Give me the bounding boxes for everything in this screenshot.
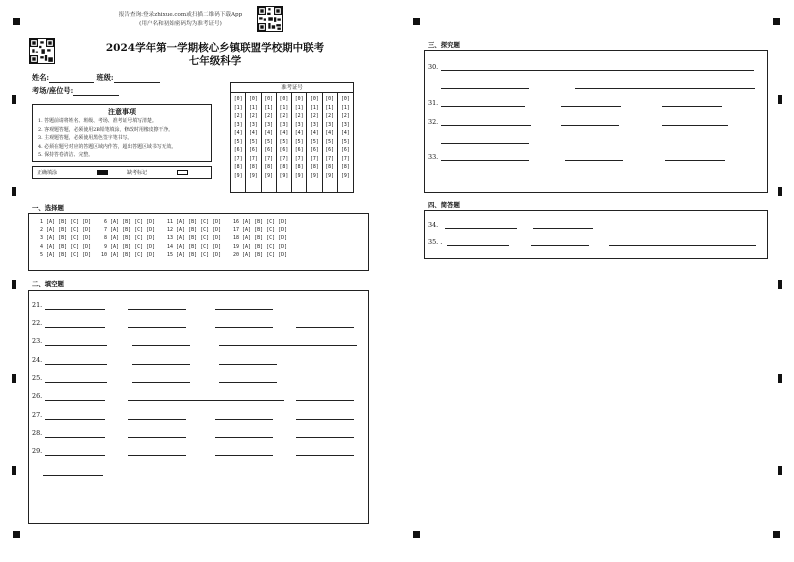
scan-note-line2: (用户名和初始密码均为准考证号) xyxy=(139,21,222,27)
answer-blank[interactable] xyxy=(662,125,728,126)
exam-number-digit-column[interactable] xyxy=(262,93,277,192)
timing-mark xyxy=(12,280,16,289)
digit-bubble[interactable]: [1] xyxy=(325,104,335,111)
answer-blank[interactable] xyxy=(45,309,105,310)
choice-row[interactable]: 20 [A] [B] [C] [D] xyxy=(233,251,288,258)
answer-blank[interactable] xyxy=(561,106,621,107)
digit-bubble[interactable]: [0] xyxy=(325,96,335,102)
answer-blank[interactable] xyxy=(128,400,284,401)
fill-legend xyxy=(32,166,212,179)
answer-blank[interactable] xyxy=(132,382,190,383)
digit-bubble[interactable]: [9] xyxy=(264,172,274,179)
answer-blank[interactable] xyxy=(132,345,190,346)
missing-mark-box[interactable] xyxy=(177,170,188,175)
answer-blank[interactable] xyxy=(215,419,273,420)
answer-blank[interactable] xyxy=(561,125,619,126)
digit-bubble[interactable]: [6] xyxy=(309,147,319,153)
digit-bubble[interactable]: [7] xyxy=(264,155,274,162)
timing-mark xyxy=(778,187,782,196)
choice-column[interactable] xyxy=(167,218,221,259)
digit-bubble[interactable]: [0] xyxy=(264,96,274,102)
notice-title: 注意事项 xyxy=(108,107,136,116)
digit-bubble[interactable]: [3] xyxy=(264,121,274,128)
choice-column[interactable] xyxy=(37,218,91,259)
fill-answer-box xyxy=(28,290,369,524)
answer-blank[interactable] xyxy=(575,88,755,89)
exam-number-grid xyxy=(230,82,354,193)
answer-blank[interactable] xyxy=(296,455,354,456)
digit-bubble[interactable]: [4] xyxy=(325,130,335,136)
question-number: 23. xyxy=(32,337,43,345)
answer-blank[interactable] xyxy=(447,245,509,246)
timing-mark xyxy=(12,187,16,196)
choice-column[interactable] xyxy=(101,218,155,259)
digit-bubble[interactable]: [4] xyxy=(279,130,289,136)
digit-bubble[interactable]: [5] xyxy=(264,138,274,145)
answer-blank[interactable] xyxy=(441,160,529,161)
digit-bubble[interactable]: [6] xyxy=(233,147,243,153)
answer-blank[interactable] xyxy=(296,327,354,328)
digit-bubble[interactable]: [8] xyxy=(264,164,274,170)
digit-bubble[interactable]: [1] xyxy=(233,104,243,111)
digit-bubble[interactable]: [2] xyxy=(309,113,319,119)
digit-bubble[interactable]: [9] xyxy=(309,172,319,179)
digit-bubble[interactable]: [7] xyxy=(279,155,289,162)
answer-blank[interactable] xyxy=(128,455,186,456)
question-number: 26. xyxy=(32,392,43,400)
question-number: 27. xyxy=(32,411,43,419)
timing-mark xyxy=(778,95,782,104)
digit-bubble[interactable]: [4] xyxy=(294,130,304,136)
digit-bubble[interactable]: [6] xyxy=(294,147,304,153)
answer-blank[interactable] xyxy=(215,327,273,328)
choice-row[interactable]: 18 [A] [B] [C] [D] xyxy=(233,235,288,242)
digit-bubble[interactable]: [3] xyxy=(325,121,335,128)
name-label: 姓名: xyxy=(32,73,50,82)
digit-bubble[interactable]: [5] xyxy=(325,138,335,145)
digit-bubble[interactable]: [6] xyxy=(325,147,335,153)
digit-bubble[interactable]: [8] xyxy=(233,164,243,170)
digit-bubble[interactable]: [8] xyxy=(248,164,258,170)
exam-number-digit-column[interactable] xyxy=(231,93,246,192)
digit-bubble[interactable]: [0] xyxy=(233,96,243,102)
answer-blank[interactable] xyxy=(296,400,354,401)
answer-blank[interactable] xyxy=(441,88,529,89)
answer-blank[interactable] xyxy=(565,160,623,161)
digit-bubble[interactable]: [2] xyxy=(294,113,304,119)
exam-number-columns xyxy=(231,93,353,192)
answer-blank[interactable] xyxy=(531,245,589,246)
timing-mark xyxy=(778,280,782,289)
inquiry-answer-box xyxy=(424,50,768,193)
digit-bubble[interactable]: [2] xyxy=(248,113,258,119)
choice-row[interactable]: 2 [A] [B] [C] [D] xyxy=(37,227,92,234)
exam-title: 2024学年第一学期核心乡镇联盟学校期中联考 xyxy=(105,42,325,54)
digit-bubble[interactable]: [2] xyxy=(325,113,335,119)
exam-number-title: 准考证号 xyxy=(231,83,353,93)
class-blank[interactable] xyxy=(114,82,160,83)
answer-blank[interactable] xyxy=(45,437,105,438)
name-field[interactable] xyxy=(32,73,160,83)
timing-mark xyxy=(778,466,782,475)
timing-mark xyxy=(12,374,16,383)
answer-blank[interactable] xyxy=(296,437,354,438)
choice-row[interactable]: 11 [A] [B] [C] [D] xyxy=(167,219,222,225)
exam-number-digit-column[interactable] xyxy=(246,93,261,192)
answer-blank[interactable] xyxy=(132,364,190,365)
exam-number-digit-column[interactable] xyxy=(292,93,307,192)
digit-bubble[interactable]: [4] xyxy=(309,130,319,136)
answer-blank[interactable] xyxy=(441,106,525,107)
answer-blank[interactable] xyxy=(45,327,105,328)
digit-bubble[interactable]: [7] xyxy=(248,155,258,162)
exam-number-digit-column[interactable] xyxy=(338,93,353,192)
choice-column[interactable] xyxy=(233,218,287,259)
digit-bubble[interactable]: [8] xyxy=(309,164,319,170)
digit-bubble[interactable]: [3] xyxy=(294,121,304,128)
question-number: 25. xyxy=(32,374,43,382)
answer-blank[interactable] xyxy=(45,419,105,420)
choice-row[interactable]: 7 [A] [B] [C] [D] xyxy=(101,227,156,234)
digit-bubble[interactable]: [9] xyxy=(233,172,243,179)
answer-blank[interactable] xyxy=(128,419,186,420)
digit-bubble[interactable]: [1] xyxy=(294,104,304,111)
question-number: 31. xyxy=(428,99,439,107)
seat-label: 考场/座位号: xyxy=(32,86,74,95)
exam-number-digit-column[interactable] xyxy=(323,93,338,192)
digit-bubble[interactable]: [2] xyxy=(340,113,350,119)
section-title-choice: 一、选择题 xyxy=(32,204,64,212)
question-number: 30. xyxy=(428,63,439,71)
digit-bubble[interactable]: [6] xyxy=(248,147,258,153)
choice-row[interactable]: 13 [A] [B] [C] [D] xyxy=(167,235,222,242)
choice-row[interactable]: 14 [A] [B] [C] [D] xyxy=(167,243,222,250)
digit-bubble[interactable]: [6] xyxy=(264,147,274,153)
digit-bubble[interactable]: [9] xyxy=(248,172,258,179)
digit-bubble[interactable]: [0] xyxy=(248,96,258,102)
answer-blank[interactable] xyxy=(128,437,186,438)
digit-bubble[interactable]: [1] xyxy=(264,104,274,111)
digit-bubble[interactable]: [4] xyxy=(248,130,258,136)
notice-list xyxy=(33,117,211,160)
registration-mark xyxy=(413,18,420,25)
scan-note-line1: 报告查询:登录zhixue.com或扫描二维码下载App xyxy=(118,12,243,18)
exam-number-digit-column[interactable] xyxy=(307,93,322,192)
timing-mark xyxy=(12,466,16,475)
digit-bubble[interactable]: [9] xyxy=(294,172,304,179)
answer-blank[interactable] xyxy=(441,143,529,144)
digit-bubble[interactable]: [0] xyxy=(340,96,350,102)
digit-bubble[interactable]: [7] xyxy=(294,155,304,162)
timing-mark xyxy=(778,374,782,383)
digit-bubble[interactable]: [8] xyxy=(279,164,289,170)
answer-blank[interactable] xyxy=(219,364,277,365)
section-title-answer: 四、简答题 xyxy=(428,201,460,209)
digit-bubble[interactable]: [3] xyxy=(248,121,258,128)
question-number: 24. xyxy=(32,356,43,364)
digit-bubble[interactable]: [5] xyxy=(248,138,258,145)
digit-bubble[interactable]: [2] xyxy=(233,113,243,119)
choice-row[interactable]: 1 [A] [B] [C] [D] xyxy=(37,219,92,225)
choice-row[interactable]: 6 [A] [B] [C] [D] xyxy=(101,219,156,225)
digit-bubble[interactable]: [6] xyxy=(340,147,350,153)
scan-instructions xyxy=(118,11,243,29)
exam-subject: 七年级科学 xyxy=(188,55,242,67)
digit-bubble[interactable]: [1] xyxy=(248,104,258,111)
answer-blank[interactable] xyxy=(43,475,103,476)
answer-blank[interactable] xyxy=(533,228,593,229)
choice-row[interactable]: 10 [A] [B] [C] [D] xyxy=(101,251,156,258)
digit-bubble[interactable]: [0] xyxy=(309,96,319,102)
digit-bubble[interactable]: [1] xyxy=(340,104,350,111)
digit-bubble[interactable]: [8] xyxy=(340,164,350,170)
answer-blank[interactable] xyxy=(45,400,105,401)
choice-row[interactable]: 5 [A] [B] [C] [D] xyxy=(37,251,92,258)
notice-item: 3. 主观题答题，必须使用黑色签字笔书写。 xyxy=(38,135,133,142)
section-title-inquiry: 三、探究题 xyxy=(428,41,460,49)
choice-row[interactable]: 12 [A] [B] [C] [D] xyxy=(167,227,222,234)
qr-code-icon xyxy=(29,38,55,64)
name-blank[interactable] xyxy=(49,82,94,83)
digit-bubble[interactable]: [3] xyxy=(279,121,289,128)
digit-bubble[interactable]: [5] xyxy=(294,138,304,145)
answer-blank[interactable] xyxy=(128,327,186,328)
answer-blank[interactable] xyxy=(219,345,357,346)
digit-bubble[interactable]: [7] xyxy=(309,155,319,162)
section-title-fill: 二、填空题 xyxy=(32,280,64,288)
question-number: 22. xyxy=(32,319,43,327)
seat-field[interactable] xyxy=(32,86,119,96)
digit-bubble[interactable]: [8] xyxy=(294,164,304,170)
question-number: 34. xyxy=(428,221,439,229)
digit-bubble[interactable]: [6] xyxy=(279,147,289,153)
digit-bubble[interactable]: [2] xyxy=(264,113,274,119)
answer-blank[interactable] xyxy=(665,160,725,161)
answer-blank[interactable] xyxy=(45,345,107,346)
choice-row[interactable]: 4 [A] [B] [C] [D] xyxy=(37,243,92,250)
exam-number-digit-column[interactable] xyxy=(277,93,292,192)
choice-row[interactable]: 17 [A] [B] [C] [D] xyxy=(233,227,288,234)
choice-row[interactable]: 19 [A] [B] [C] [D] xyxy=(233,243,288,250)
digit-bubble[interactable]: [0] xyxy=(279,96,289,102)
answer-blank[interactable] xyxy=(215,309,273,310)
digit-bubble[interactable]: [7] xyxy=(233,155,243,162)
digit-bubble[interactable]: [5] xyxy=(233,138,243,145)
answer-blank[interactable] xyxy=(662,106,722,107)
choice-row[interactable]: 15 [A] [B] [C] [D] xyxy=(167,251,222,258)
digit-bubble[interactable]: [5] xyxy=(279,138,289,145)
choice-row[interactable]: 9 [A] [B] [C] [D] xyxy=(101,243,156,250)
notice-item: 1. 答题前请将姓名、班级、考场、准考证号填写清楚。 xyxy=(38,118,157,124)
digit-bubble[interactable]: [0] xyxy=(294,96,304,102)
digit-bubble[interactable]: [5] xyxy=(340,138,350,145)
digit-bubble[interactable]: [1] xyxy=(309,104,319,111)
digit-bubble[interactable]: [7] xyxy=(325,155,335,162)
digit-bubble[interactable]: [1] xyxy=(279,104,289,111)
answer-blank[interactable] xyxy=(45,455,105,456)
question-number: 28. xyxy=(32,429,43,437)
answer-blank[interactable] xyxy=(215,437,273,438)
registration-mark xyxy=(413,531,420,538)
registration-mark xyxy=(773,18,780,25)
correct-fill-label: 正确填涂 xyxy=(37,170,58,176)
seat-blank[interactable] xyxy=(73,95,119,96)
answer-blank[interactable] xyxy=(609,245,756,246)
choice-answer-box xyxy=(28,213,369,271)
timing-mark xyxy=(12,95,16,104)
answer-blank[interactable] xyxy=(445,228,517,229)
filled-bubble-example xyxy=(97,170,108,175)
notice-item: 2. 客观题答题，必须使用2B铅笔填涂，修改时用橡皮擦干净。 xyxy=(38,126,174,133)
registration-mark xyxy=(773,531,780,538)
class-label: 班级: xyxy=(96,73,114,82)
digit-bubble[interactable]: [2] xyxy=(279,113,289,119)
question-number: 21. xyxy=(32,301,43,309)
missing-mark-label: 缺考标记 xyxy=(127,170,148,176)
question-number: 29. xyxy=(32,447,43,455)
answer-blank[interactable] xyxy=(219,382,277,383)
digit-bubble[interactable]: [5] xyxy=(309,138,319,145)
choice-row[interactable]: 8 [A] [B] [C] [D] xyxy=(101,235,156,242)
registration-mark xyxy=(13,18,20,25)
notice-item: 5. 保持答卷清洁、完整。 xyxy=(38,152,94,159)
digit-bubble[interactable]: [3] xyxy=(340,121,350,128)
digit-bubble[interactable]: [9] xyxy=(325,172,335,179)
answer-blank[interactable] xyxy=(45,364,107,365)
digit-bubble[interactable]: [4] xyxy=(233,130,243,136)
choice-row[interactable]: 16 [A] [B] [C] [D] xyxy=(233,219,288,225)
question-number: 35. . xyxy=(428,238,443,246)
qr-code-icon xyxy=(257,6,283,32)
notice-box xyxy=(32,104,212,162)
digit-bubble[interactable]: [9] xyxy=(340,172,350,179)
question-number: 32. xyxy=(428,118,439,126)
answer-blank[interactable] xyxy=(45,382,107,383)
digit-bubble[interactable]: [3] xyxy=(233,121,243,128)
digit-bubble[interactable]: [3] xyxy=(309,121,319,128)
digit-bubble[interactable]: [9] xyxy=(279,172,289,179)
answer-blank[interactable] xyxy=(128,309,186,310)
answer-blank[interactable] xyxy=(215,455,273,456)
answer-blank[interactable] xyxy=(441,125,531,126)
registration-mark xyxy=(13,531,20,538)
digit-bubble[interactable]: [7] xyxy=(340,155,350,162)
digit-bubble[interactable]: [8] xyxy=(325,164,335,170)
digit-bubble[interactable]: [4] xyxy=(264,130,274,136)
answer-blank[interactable] xyxy=(296,419,354,420)
question-number: 33. xyxy=(428,153,439,161)
notice-item: 4. 必须在题号对应的答题区域内作答，超出答题区域书写无效。 xyxy=(38,143,177,150)
short-answer-box xyxy=(424,210,768,259)
choice-row[interactable]: 3 [A] [B] [C] [D] xyxy=(37,235,92,242)
digit-bubble[interactable]: [4] xyxy=(340,130,350,136)
answer-blank[interactable] xyxy=(441,70,754,71)
